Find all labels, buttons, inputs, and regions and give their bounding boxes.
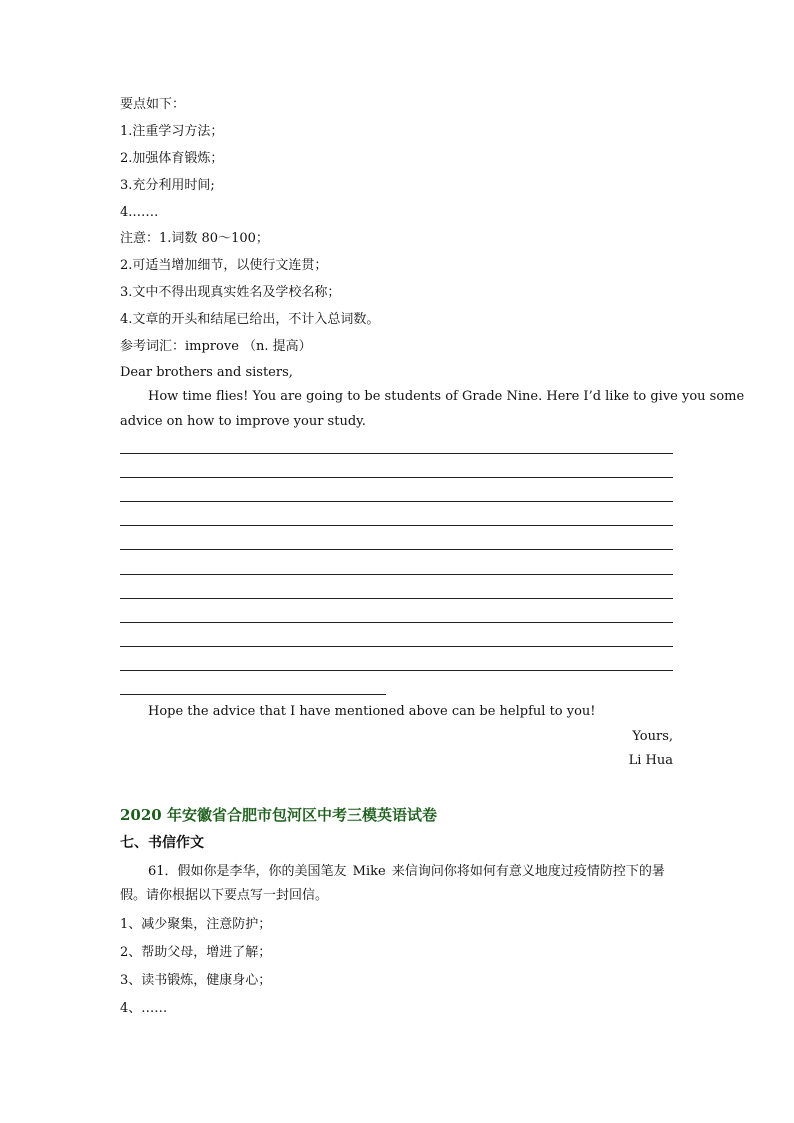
section-item-3: 3、读书锻炼，健康身心； xyxy=(120,973,272,988)
note-4: 4.文章的开头和结尾已给出，不计入总词数。 xyxy=(120,312,380,327)
note-1: 注意：1.词数 80～100； xyxy=(120,231,269,246)
section-item-4: 4、…… xyxy=(120,1001,168,1016)
point-item-3: 3.充分利用时间; xyxy=(120,178,215,193)
section-subtitle: 七、书信作文 xyxy=(120,835,204,851)
section-item-2: 2、帮助父母，增进了解； xyxy=(120,945,272,960)
note-3: 3.文中不得出现真实姓名及学校名称； xyxy=(120,285,341,300)
answer-line[interactable] xyxy=(120,501,673,502)
letter-signature: Li Hua xyxy=(628,753,673,768)
answer-line[interactable] xyxy=(120,598,673,599)
answer-line[interactable] xyxy=(120,525,673,526)
letter-opening-line-2: advice on how to improve your study. xyxy=(120,414,366,429)
vocab-hint: 参考词汇：improve （n. 提高） xyxy=(120,339,312,354)
answer-line[interactable] xyxy=(120,646,673,647)
section-item-1: 1、减少聚集，注意防护； xyxy=(120,917,272,932)
points-intro: 要点如下： xyxy=(120,97,186,112)
section-prompt: 61．假如你是李华，你的美国笔友 Mike 来信询问你将如何有意义地度过疫情防控下的暑假。请你根据以下要点写一封回信。 xyxy=(120,864,665,903)
point-item-1: 1.注重学习方法； xyxy=(120,124,224,139)
letter-closing: Hope the advice that I have mentioned above can be helpful to you! xyxy=(148,704,596,719)
point-item-2: 2.加强体育锻炼； xyxy=(120,151,224,166)
answer-line[interactable] xyxy=(120,670,673,671)
answer-line[interactable] xyxy=(120,477,673,478)
note-2: 2.可适当增加细节，以使行文连贯； xyxy=(120,258,328,273)
answer-line[interactable] xyxy=(120,453,673,454)
letter-greeting: Dear brothers and sisters, xyxy=(120,365,293,380)
answer-line[interactable] xyxy=(120,549,673,550)
answer-line[interactable] xyxy=(120,622,673,623)
letter-opening-line-1: How time flies! You are going to be students of Grade Nine. Here I’d like to give you some xyxy=(148,389,745,404)
point-item-4: 4.…… xyxy=(120,205,159,220)
answer-line-short[interactable] xyxy=(120,694,386,695)
letter-sign-off: Yours, xyxy=(632,729,673,744)
answer-line[interactable] xyxy=(120,574,673,575)
section-title: 2020 年安徽省合肥市包河区中考三模英语试卷 xyxy=(120,806,437,824)
